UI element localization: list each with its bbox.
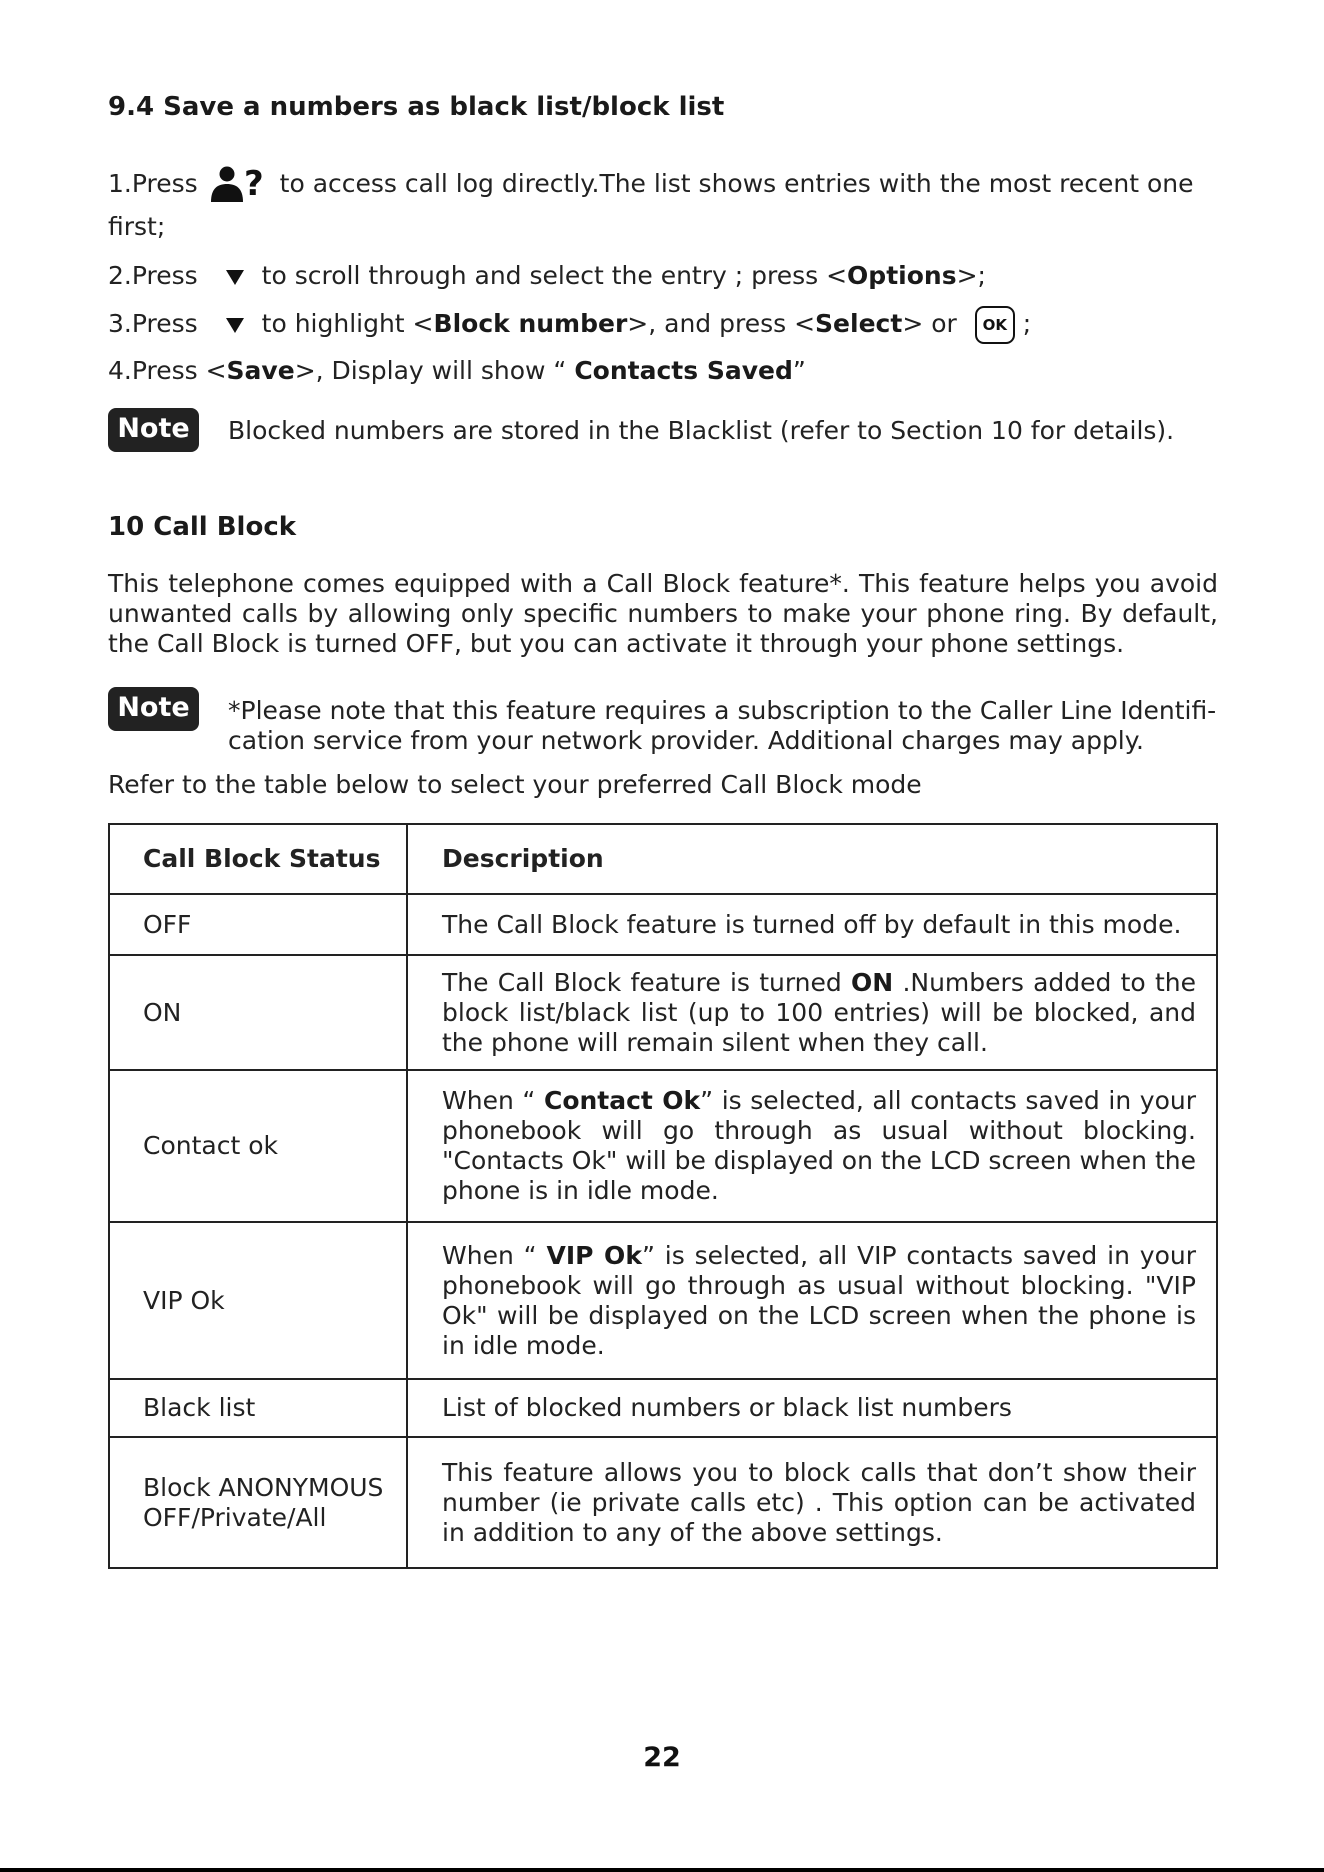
status-cell <box>109 1437 407 1568</box>
step-2-text-a: to scroll through and select the entry ; press < <box>261 261 848 290</box>
select-softkey: Select <box>815 309 903 338</box>
save-softkey: Save <box>226 356 295 385</box>
note-2-line-1: *Please note that this feature requires a subscription to the Caller Line Identifi- <box>228 696 1217 725</box>
step-2 <box>108 259 986 293</box>
status-line-2: OFF/Private/All <box>143 1502 327 1532</box>
contacts-saved-message: Contacts Saved <box>574 356 793 385</box>
call-block-table <box>108 823 1218 1569</box>
step-3-text-a: to highlight < <box>261 309 434 338</box>
block-number-option: Block number <box>433 309 628 338</box>
status-cell: VIP Ok <box>109 1222 407 1379</box>
person-question-icon <box>210 166 270 204</box>
note-text-2 <box>228 696 1216 756</box>
step-3 <box>108 306 1031 344</box>
step-1-text: to access call log directly.The list shows entries with the most recent one <box>279 169 1194 198</box>
description-cell <box>407 1070 1217 1222</box>
note-badge: Note <box>108 408 199 452</box>
section-10-title: 10 Call Block <box>108 512 297 542</box>
header-status: Call Block Status <box>109 824 407 894</box>
desc-bold: ON <box>851 967 894 997</box>
options-softkey: Options <box>847 261 957 290</box>
step-1 <box>108 166 1193 204</box>
step-2-number: 2.Press <box>108 261 198 290</box>
status-cell: Contact ok <box>109 1070 407 1222</box>
desc-text: When “ <box>442 1240 547 1270</box>
step-4-text-a: >, Display will show “ <box>294 356 575 385</box>
section-10-intro: This telephone comes equipped with a Call Block feature*. This feature helps you avoid unwanted calls by allowing only specific numbers to make your phone ring. By default, the Call Block is turned OFF, but you can activate it through your phone settings. <box>108 569 1218 658</box>
table-row <box>109 894 1217 955</box>
desc-text: When “ <box>442 1086 544 1115</box>
step-3-text-c: > or <box>902 309 957 338</box>
bottom-rule <box>0 1868 1324 1872</box>
table-row <box>109 1222 1217 1379</box>
step-3-text-b: >, and press < <box>627 309 816 338</box>
table-intro: Refer to the table below to select your preferred Call Block mode <box>108 770 922 799</box>
status-cell: OFF <box>109 894 407 955</box>
table-row <box>109 1379 1217 1437</box>
status-line-1: Block ANONYMOUS <box>143 1472 384 1502</box>
table-row <box>109 1070 1217 1222</box>
desc-text: ” is selected, all contacts saved in your phonebook will go through as usual without blocking. "Contacts Ok" will be displayed on the LCD screen when the phone is in idle mode. <box>442 1086 1196 1205</box>
header-description: Description <box>407 824 1217 894</box>
step-1-continued: first; <box>108 212 166 241</box>
description-cell: This feature allows you to block calls that don’t show their number (ie private calls etc) . This option can be activated in addition to any of the above settings. <box>407 1437 1217 1568</box>
desc-bold: VIP Ok <box>546 1240 642 1270</box>
step-1-number: 1.Press <box>108 169 198 198</box>
down-triangle-icon <box>226 270 244 285</box>
status-cell: ON <box>109 955 407 1070</box>
desc-text: ” is selected, all VIP contacts saved in your phonebook will go through as usual without blocking. "VIP Ok" will be displayed on the LCD screen when the phone is in idle mode. <box>442 1240 1196 1360</box>
note-badge-2: Note <box>108 687 199 731</box>
step-2-text-b: >; <box>956 261 986 290</box>
description-cell <box>407 1222 1217 1379</box>
description-cell: List of blocked numbers or black list numbers <box>407 1379 1217 1437</box>
step-4 <box>108 354 806 388</box>
section-9-4-title: 9.4 Save a numbers as black list/block list <box>108 92 725 122</box>
note-text: Blocked numbers are stored in the Blacklist (refer to Section 10 for details). <box>228 416 1175 445</box>
page-number: 22 <box>643 1742 681 1773</box>
step-3-number: 3.Press <box>108 309 198 338</box>
table-row <box>109 955 1217 1070</box>
description-cell: The Call Block feature is turned off by default in this mode. <box>407 894 1217 955</box>
down-triangle-icon <box>226 318 244 333</box>
desc-bold: Contact Ok <box>543 1086 701 1115</box>
table-header-row <box>109 824 1217 894</box>
description-cell <box>407 955 1217 1070</box>
desc-text: .Numbers added to the block list/black list (up to 100 entries) will be blocked, and the phone will remain silent when they call. <box>442 967 1196 1057</box>
svg-text:?: ? <box>243 166 264 204</box>
step-4-text-b: ” <box>792 356 806 385</box>
status-cell: Black list <box>109 1379 407 1437</box>
desc-text: The Call Block feature is turned <box>442 967 852 997</box>
table-row <box>109 1437 1217 1568</box>
step-4-number: 4.Press < <box>108 356 227 385</box>
step-3-text-d: ; <box>1022 309 1032 338</box>
ok-key-icon: OK <box>975 306 1015 344</box>
note-2-line-2: cation service from your network provider. Additional charges may apply. <box>228 726 1144 755</box>
